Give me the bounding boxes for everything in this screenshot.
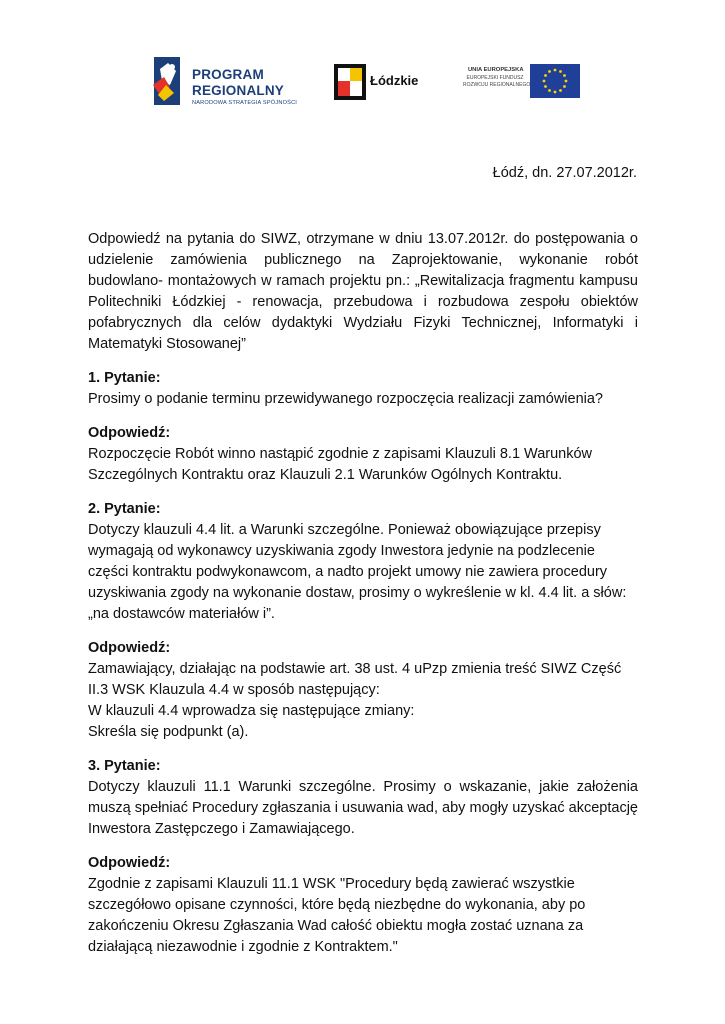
- eu-logo-line3: ROZWOJU REGIONALNEGO: [463, 82, 531, 88]
- section-heading: Odpowiedź:: [88, 640, 171, 656]
- lodzkie-logo: [332, 62, 427, 102]
- section-text: Zgodnie z zapisami Klauzuli 11.1 WSK "Procedury będą zawierać wszystkie szczegółowo opisane czynności, które będą niezbędne do wykonania, aby po zakończeniu Okresu Zgłaszania Wad całość obiektu mogła zostać uznana za działającą niezawodnie i zgodnie z Kontraktem.": [88, 876, 586, 955]
- eu-logo-line2: EUROPEJSKI FUNDUSZ: [466, 75, 524, 81]
- section-text: Rozpoczęcie Robót winno nastąpić zgodnie z zapisami Klauzuli 8.1 Warunków Szczególnych Kontraktu oraz Klauzuli 2.1 Warunków Ogólnych Kontraktu.: [88, 446, 593, 483]
- eu-logo: [460, 62, 585, 102]
- answer-2-section: [88, 638, 638, 743]
- section-heading: 3. Pytanie:: [88, 758, 161, 774]
- question-1-section: [88, 368, 638, 410]
- program-logo-line1: PROGRAM: [192, 67, 264, 82]
- question-3-section: [88, 756, 638, 840]
- answer-1-section: [88, 423, 638, 486]
- eu-flag-icon: [530, 64, 580, 98]
- question-2-section: [88, 499, 638, 625]
- document-body: [88, 229, 638, 971]
- section-line: W klauzuli 4.4 wprowadza się następujące zmiany:: [88, 703, 415, 719]
- section-text: Dotyczy klauzuli 11.1 Warunki szczególne. Prosimy o wskazanie, jakie założenia muszą spełniać Procedury zgłaszania i usuwania wad, aby mogły uzyskać akceptację Inwestora Zastępczego i Zamawiającego.: [88, 779, 638, 837]
- intro-paragraph: Odpowiedź na pytania do SIWZ, otrzymane w dniu 13.07.2012r. do postępowania o udzielenie zamówienia publicznego na Zaprojektowanie, wykonanie robót budowlano- montażowych w ramach projektu pn.: „Rewitalizacja fragmentu kampusu Politechniki Łódzkiej - renowacja, przebudowa i rozbudowa zespołu obiektów pofabrycznych dla celów dydaktyki Wydziału Fizyki Technicznej, Informatyki i Matematyki Stosowanej”: [88, 231, 638, 352]
- section-heading: Odpowiedź:: [88, 855, 171, 871]
- program-logo-line3: NARODOWA STRATEGIA SPÓJNOŚCI: [192, 100, 298, 106]
- nss-emblem-icon: [150, 55, 186, 110]
- answer-3-section: [88, 853, 638, 958]
- program-regionalny-logo: [150, 55, 320, 110]
- section-heading: 2. Pytanie:: [88, 501, 161, 517]
- section-text: Dotyczy klauzuli 4.4 lit. a Warunki szczególne. Ponieważ obowiązujące przepisy wymagają od wykonawcy uzyskiwania zgody Inwestora jedynie na podzlecenie części kontraktu podwykonawcom, a nadto projekt umowy nie zawiera procedury uzyskiwania zgody na wykonanie dostaw, prosimy o wykreślenie w kl. 4.4 lit. a słów: „na dostawców materiałów i”.: [88, 522, 627, 622]
- lodzkie-logo-name: Łódzkie: [370, 73, 419, 88]
- section-line: Skreśla się podpunkt (a).: [88, 724, 249, 740]
- eu-logo-line1: UNIA EUROPEJSKA: [468, 67, 524, 73]
- lodzkie-emblem-icon: [332, 62, 368, 102]
- document-date: Łódź, dn. 27.07.2012r.: [492, 165, 637, 181]
- section-heading: 1. Pytanie:: [88, 370, 161, 386]
- program-logo-line2: REGIONALNY: [192, 83, 285, 98]
- section-line: Zamawiający, działając na podstawie art. 38 ust. 4 uPzp zmienia treść SIWZ Część II.3 WSK Klauzula 4.4 w sposób następujący:: [88, 661, 622, 698]
- section-text: [88, 659, 638, 743]
- section-text: Prosimy o podanie terminu przewidywanego rozpoczęcia realizacji zamówienia?: [88, 391, 603, 407]
- section-heading: Odpowiedź:: [88, 425, 171, 441]
